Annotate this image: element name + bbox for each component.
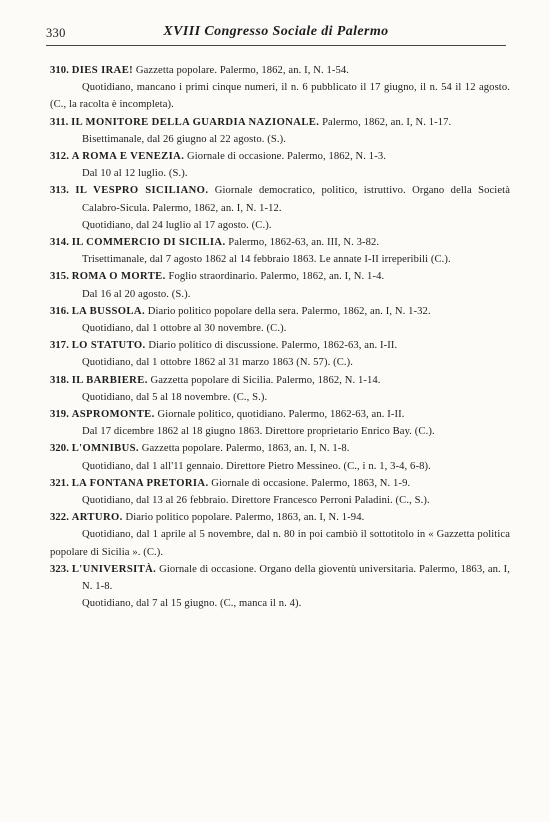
entry-number: 322. — [50, 512, 69, 524]
entry-number: 314. — [50, 237, 69, 249]
entry-number: 312. — [50, 151, 69, 163]
entry-title: LO STATUTO. — [71, 340, 146, 352]
entry-note: Bisettimanale, dal 26 giugno al 22 agosto. (S.). — [82, 133, 286, 145]
entry-note: Quotidiano, dal 7 al 15 giugno. (C., manca il n. 4). — [82, 598, 302, 610]
entry-heading — [0, 148, 550, 165]
entry-heading — [0, 268, 550, 285]
entry-number: 321. — [50, 477, 69, 489]
entry-heading — [0, 303, 550, 320]
page-number: 330 — [46, 26, 66, 40]
entry-heading — [0, 509, 550, 526]
entry-description: Giornale di occasione. Palermo, 1862, N. 1-3. — [187, 151, 386, 163]
catalog-entry — [0, 475, 550, 509]
entry-title: ARTURO. — [71, 512, 123, 524]
entry-description: Gazzetta popolare. Palermo, 1863, an. I, N. 1-8. — [141, 443, 350, 455]
entry-description: Palermo, 1862-63, an. III, N. 3-82. — [228, 237, 380, 249]
catalog-entry — [0, 406, 550, 440]
entry-note: Trisettimanale, dal 7 agosto 1862 al 14 febbraio 1863. Le annate I-II irreperibili (C.). — [82, 254, 451, 266]
entry-title: LA FONTANA PRETORIA. — [71, 477, 209, 489]
page-header — [46, 22, 506, 44]
catalog-entry — [0, 303, 550, 337]
entry-title: DIES IRAE! — [71, 65, 134, 76]
catalog-entry — [0, 182, 550, 234]
catalog-entries — [0, 62, 550, 613]
entry-heading — [0, 475, 550, 492]
entry-note: Dal 10 al 12 luglio. (S.). — [82, 168, 188, 180]
entry-description: Giornale politico, quotidiano. Palermo, 1862-63, an. I-II. — [157, 409, 405, 421]
entry-description: Giornale di occasione. Palermo, 1863, N. 1-9. — [211, 477, 411, 489]
header-rule — [46, 45, 506, 46]
entry-note: Quotidiano, dal 24 luglio al 17 agosto. (C.). — [82, 219, 272, 231]
entry-title: IL MONITORE DELLA GUARDIA NAZIONALE. — [71, 116, 320, 128]
entry-heading — [0, 114, 550, 131]
entry-heading — [0, 337, 550, 354]
catalog-entry — [0, 337, 550, 371]
entry-number: 320. — [50, 443, 69, 455]
entry-number: 317. — [50, 340, 69, 352]
catalog-entry — [0, 561, 550, 613]
entry-note: Quotidiano, dal 1 ottobre 1862 al 31 marzo 1863 (N. 57). (C.). — [82, 357, 353, 369]
entry-heading — [0, 440, 550, 457]
entry-heading — [0, 62, 550, 79]
entry-note: Quotidiano, dal 13 al 26 febbraio. Direttore Francesco Perroni Paladini. (C., S.). — [82, 495, 430, 507]
entry-number: 318. — [50, 374, 69, 386]
entry-description: Giornale democratico, politico, istruttivo. Organo della Società Calabro-Sicula. Palermo, 1862, an. I, N. 1-12. — [82, 185, 510, 214]
entry-note: Dal 17 dicembre 1862 al 18 giugno 1863. Direttore proprietario Enrico Bay. (C.). — [82, 426, 435, 438]
entry-title: ROMA O MORTE. — [71, 271, 166, 283]
entry-number: 311. — [50, 116, 69, 128]
entry-number: 323. — [50, 563, 69, 575]
catalog-entry — [0, 114, 550, 148]
running-title: XVIII Congresso Sociale di Palermo — [163, 24, 389, 39]
entry-description: Diario politico popolare della sera. Palermo, 1862, an. I, N. 1-32. — [147, 305, 431, 317]
entry-number: 315. — [50, 271, 69, 283]
entry-description: Foglio straordinario. Palermo, 1862, an. I, N. 1-4. — [168, 271, 385, 283]
entry-title: ASPROMONTE. — [71, 409, 155, 421]
catalog-entry — [0, 148, 550, 182]
entry-note: Quotidiano, mancano i primi cinque numeri, il n. 6 pubblicato il 17 giugno, il n. 54 il 12 agosto. (C., la racolta è incompleta). — [50, 82, 510, 111]
entry-description: Giornale di occasione. Organo della gioventù universitaria. Palermo, 1863, an. I, N. 1-8. — [82, 563, 511, 593]
entry-description: Diario politico popolare. Palermo, 1863, an. I, N. 1-94. — [125, 512, 365, 524]
entry-title: L'UNIVERSITÀ. — [71, 563, 157, 575]
entry-title: LA BUSSOLA. — [71, 305, 145, 317]
entry-title: IL VESPRO SICILIANO. — [75, 185, 209, 197]
entry-number: 310. — [50, 65, 69, 76]
entry-number: 313. — [50, 185, 69, 197]
entry-title: IL BARBIERE. — [71, 374, 148, 386]
catalog-entry — [0, 268, 550, 302]
entry-heading — [0, 372, 550, 389]
entry-title: L'OMNIBUS. — [71, 443, 139, 455]
catalog-entry — [0, 509, 550, 561]
entry-note: Dal 16 al 20 agosto. (S.). — [82, 288, 191, 300]
entry-title: IL COMMERCIO DI SICILIA. — [71, 237, 226, 249]
entry-description: Diario politico di discussione. Palermo, 1862-63, an. I-II. — [148, 340, 398, 352]
entry-heading — [0, 234, 550, 251]
entry-note: Quotidiano, dal 1 all'11 gennaio. Direttore Pietro Messineo. (C., i n. 1, 3-4, 6-8). — [82, 460, 431, 472]
entry-heading — [0, 182, 550, 216]
catalog-entry — [0, 234, 550, 268]
entry-note: Quotidiano, dal 1 ottobre al 30 novembre. (C.). — [82, 323, 287, 335]
entry-description: Palermo, 1862, an. I, N. 1-17. — [322, 116, 452, 128]
catalog-entry — [0, 372, 550, 406]
entry-description: Gazzetta popolare. Palermo, 1862, an. I, N. 1-54. — [135, 65, 350, 76]
entry-note: Quotidiano, dal 1 aprile al 5 novembre, dal n. 80 in poi cambiò il sottotitolo in « Gazzetta politica popolare di Sicilia ». (C.). — [50, 529, 510, 558]
entry-title: A ROMA E VENEZIA. — [71, 151, 185, 163]
entry-heading — [0, 561, 550, 595]
entry-number: 316. — [50, 305, 69, 317]
entry-heading — [0, 406, 550, 423]
entry-note: Quotidiano, dal 5 al 18 novembre. (C., S.). — [82, 391, 268, 403]
catalog-entry — [0, 440, 550, 474]
entry-number: 319. — [50, 409, 69, 421]
entry-description: Gazzetta popolare di Sicilia. Palermo, 1862, N. 1-14. — [150, 374, 381, 386]
catalog-entry — [0, 62, 550, 114]
